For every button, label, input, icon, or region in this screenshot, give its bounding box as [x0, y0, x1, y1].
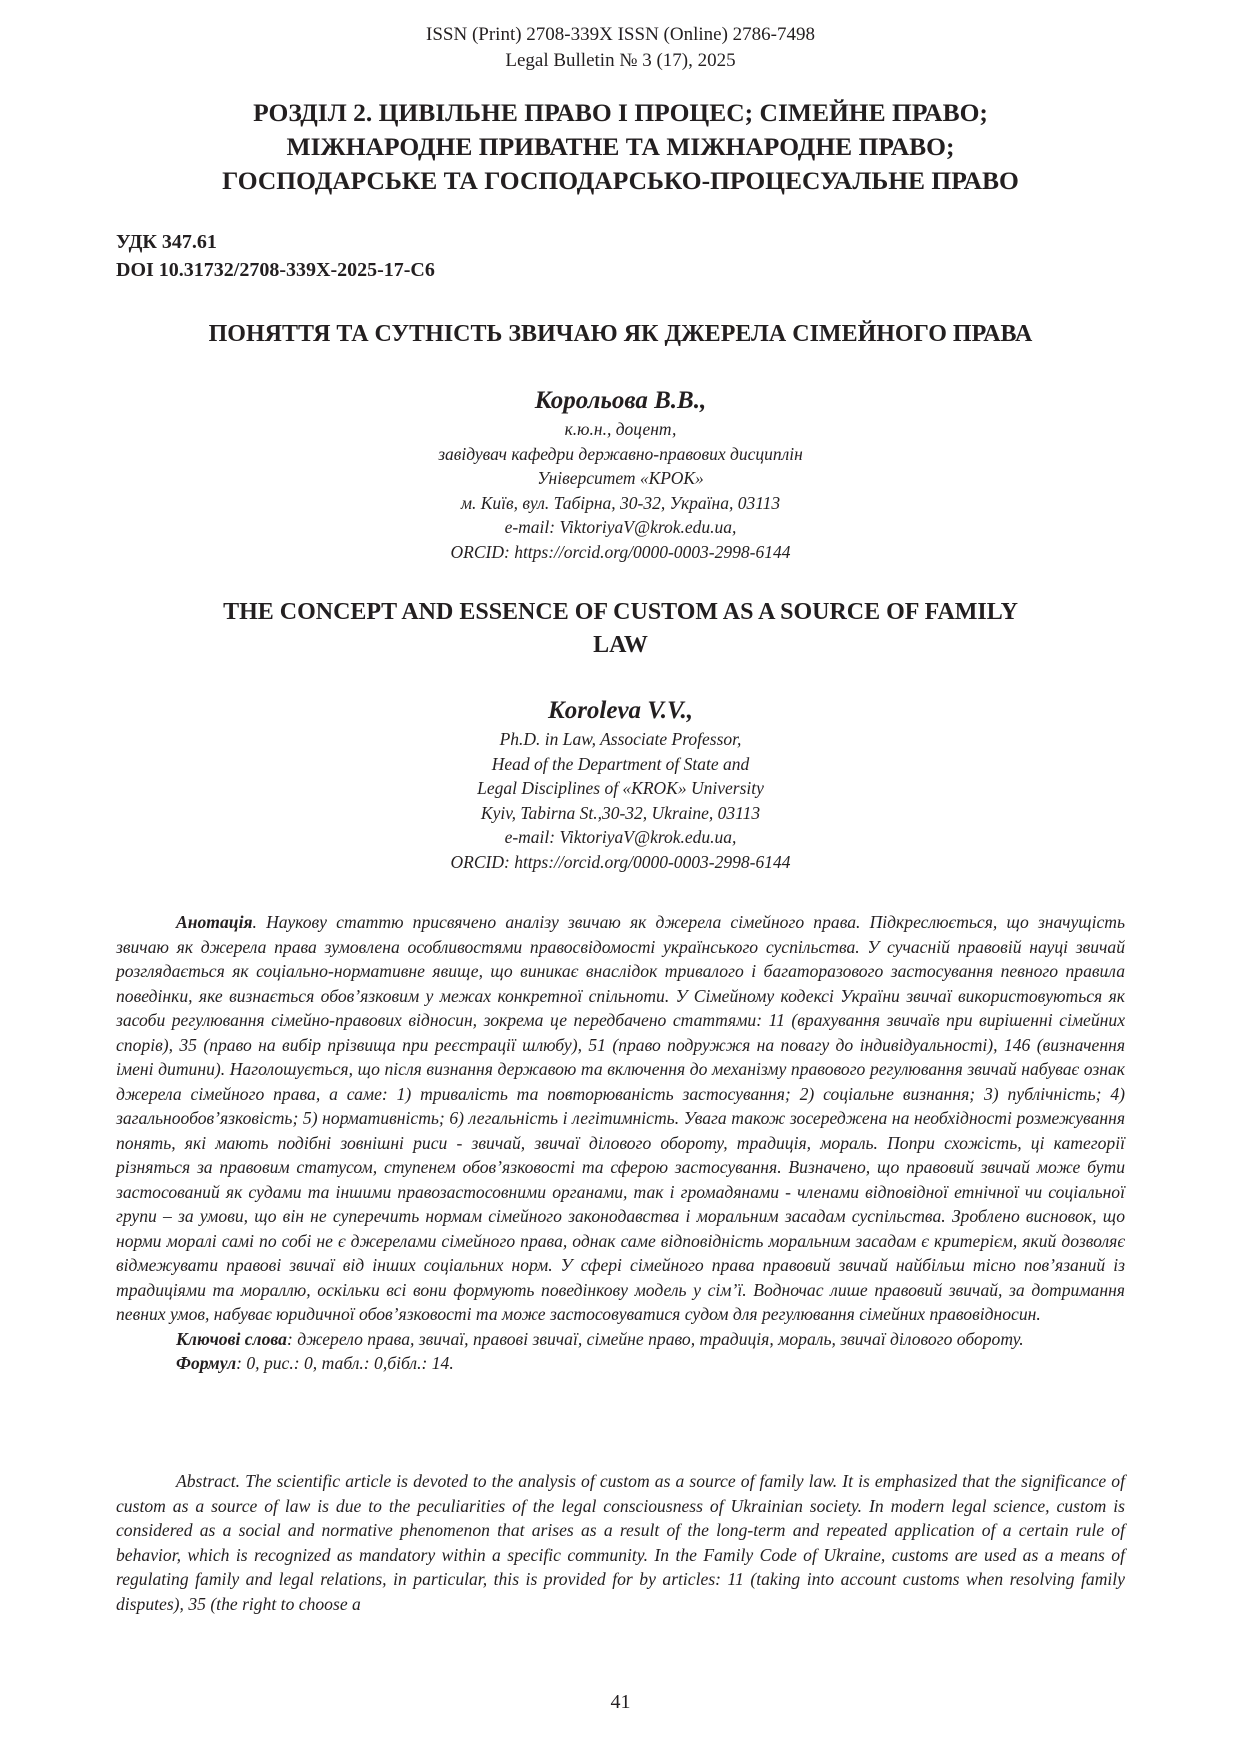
article-title-ua: ПОНЯТТЯ ТА СУТНІСТЬ ЗВИЧАЮ ЯК ДЖЕРЕЛА СІМЕЙНОГО ПРАВА: [208, 321, 1033, 347]
article-title-en: [0, 596, 1241, 662]
section-heading-line: ГОСПОДАРСЬКЕ ТА ГОСПОДАРСЬКО-ПРОЦЕСУАЛЬНЕ ПРАВО: [222, 166, 1019, 195]
author-name-en: Koroleva V.V.,: [548, 697, 693, 724]
title-en-line: THE CONCEPT AND ESSENCE OF CUSTOM AS A SOURCE OF FAMILY: [223, 599, 1018, 625]
abstract-ua: [116, 910, 1125, 1376]
author-position-en: Legal Disciplines of «KROK» University: [477, 778, 764, 798]
udc-code: УДК 347.61: [116, 231, 217, 253]
section-heading: [0, 96, 1241, 198]
keywords-text: : джерело права, звичаї, правові звичаї, сімейне право, традиція, мораль, звичаї ділового обороту.: [286, 1328, 1024, 1349]
author-email[interactable]: e-mail: ViktoriyaV@krok.edu.ua,: [504, 517, 737, 537]
keywords-paragraph: [116, 1327, 1125, 1352]
abstract-en: [116, 1469, 1125, 1617]
abstract-label: Анотація: [176, 912, 253, 932]
author-block-ua: [0, 385, 1241, 564]
doi: DOI 10.31732/2708-339X-2025-17-C6: [116, 259, 435, 281]
author-address-en: Kyiv, Tabirna St.,30-32, Ukraine, 03113: [480, 802, 761, 823]
section-heading-line: РОЗДІЛ 2. ЦИВІЛЬНЕ ПРАВО І ПРОЦЕС; СІМЕЙНЕ ПРАВО;: [253, 98, 988, 127]
abstract-ua-text: . Наукову статтю присвячено аналізу звичаю як джерела сімейного права. Підкреслюється, що значущість звичаю як джерела права зумовлена особливостями правосвідомості українського суспільства. У сучасній правовій науці звичай розглядається як соціально-нормативне явище, що виникає внаслідок тривалого і багаторазового застосування певного правила поведінки, яке визнається обов’язковим у межах конкретної спільноти. У Сімейному кодексі України звичаї використовуються як засоби регулювання сімейно-правових відносин, зокрема це передбачено статтями: 11 (врахування звичаїв при вирішенні сімейних спорів), 35 (право на вибір прізвища при реєстрації шлюбу), 51 (право подружжя на повагу до індивідуальності), 146 (визначення імені дитини). Наголошується, що після визнання державою та включення до механізму правового регулювання звичай набуває ознак джерела сімейного права, а саме: 1) тривалість та повторюваність застосування; 2) соціальне визнання; 3) публічність; 4) загальнообов’язковість; 5) нормативність; 6) легальність і легітимність. Увага також зосереджена на необхідності розмежування понять, які мають подібні зовнішні риси - звичай, звичаї ділового обороту, традиція, мораль. Попри схожість, ці категорії різняться за правовим статусом, ступенем обов’язковості та сферою застосування. Визначено, що правовий звичай може бути застосований як судами та іншими правозастосовними органами, так і громадянами - членами відповідної етнічної чи соціальної групи – за умови, що він не суперечить нормам сімейного законодавства і моральним засадам суспільства. Зроблено висновок, що норми моралі самі по собі не є джерелами сімейного права, однак саме відповідність моральним засадам є критерієм, який дозволяє відмежувати правові звичаї від інших соціальних норм. У сфері сімейного права правовий звичай найбільш тісно пов’язаний із традиціями та мораллю, оскільки всі вони формують поведінкову модель у сім’ї. Водночас лише правовий звичай, за дотримання певних умов, набуває юридичної обов’язковості та може застосовуватися судом для регулювання сімейних правовідносин.: [116, 912, 1125, 1324]
issn-line: ISSN (Print) 2708-339X ISSN (Online) 2786-7498: [426, 24, 815, 45]
author-position: завідувач кафедри державно-правових дисциплін: [438, 443, 803, 464]
keywords-label: Ключові слова: [176, 1328, 287, 1349]
page-number: 41: [610, 1691, 631, 1713]
formula-text: : 0, рис.: 0, табл.: 0,бібл.: 14.: [236, 1353, 454, 1373]
author-degree-en: Ph.D. in Law, Associate Professor,: [499, 729, 742, 749]
formula-label: Формул: [176, 1353, 237, 1373]
author-university: Університет «КРОК»: [537, 468, 704, 488]
author-address: м. Київ, вул. Табірна, 30-32, Україна, 03113: [460, 492, 781, 513]
abstract-en-text: Abstract. The scientific article is devoted to the analysis of custom as a source of family law. It is emphasized that the significance of custom as a source of law is due to the peculiarities of the legal consciousness of Ukrainian society. In modern legal science, custom is considered as a social and normative phenomenon that arises as a result of the long-term and repeated application of a certain rule of behavior, which is recognized as mandatory within a specific community. In the Family Code of Ukraine, customs are used as a means of regulating family and legal relations, in particular, this is provided for by articles: 11 (taking into account customs when resolving family disputes), 35 (the right to choose a: [116, 1471, 1125, 1614]
author-email-en[interactable]: e-mail: ViktoriyaV@krok.edu.ua,: [504, 827, 737, 847]
author-orcid-en[interactable]: ORCID: https://orcid.org/0000-0003-2998-6144: [450, 851, 791, 872]
author-orcid[interactable]: ORCID: https://orcid.org/0000-0003-2998-6144: [450, 541, 791, 562]
author-block-en: [0, 695, 1241, 874]
formula-paragraph: [116, 1351, 1125, 1376]
author-position-en: Head of the Department of State and: [491, 753, 750, 774]
abstract-ua-paragraph: [116, 910, 1125, 1327]
section-heading-line: МІЖНАРОДНЕ ПРИВАТНЕ ТА МІЖНАРОДНЕ ПРАВО;: [286, 132, 955, 161]
author-degree: к.ю.н., доцент,: [564, 419, 677, 439]
title-en-line: LAW: [593, 632, 648, 658]
journal-issue: Legal Bulletin № 3 (17), 2025: [505, 50, 736, 71]
author-name-ua: Корольова В.В.,: [534, 387, 707, 414]
article-meta: [116, 228, 435, 284]
